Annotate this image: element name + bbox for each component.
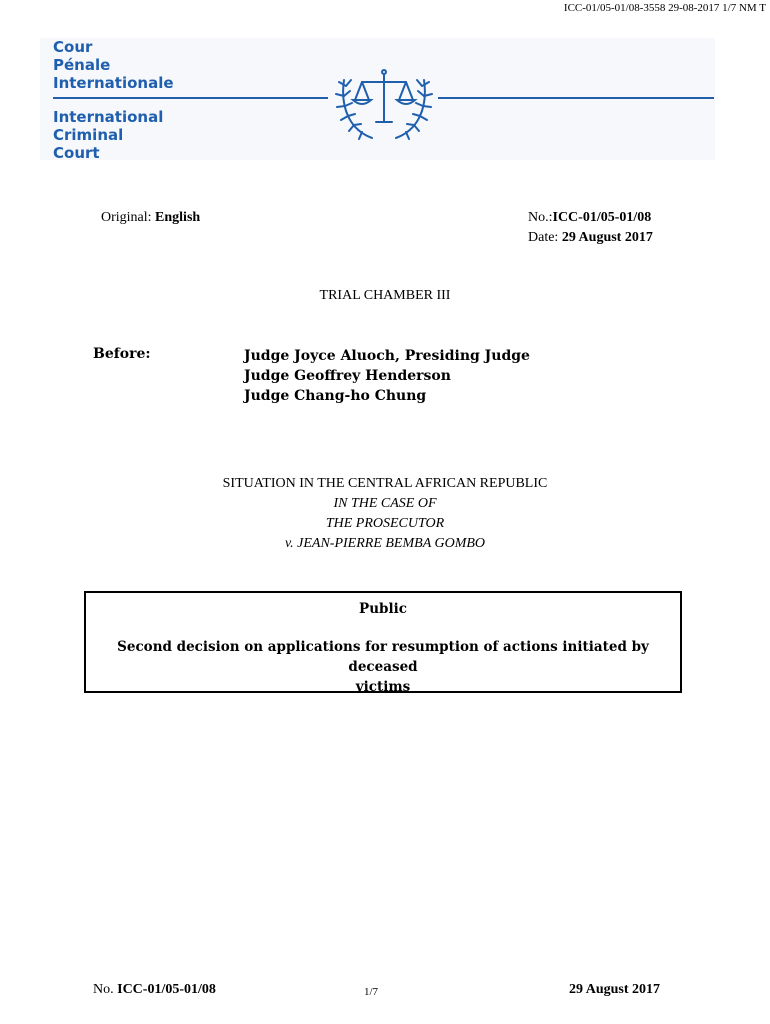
document-stamp: ICC-01/05-01/08-3558 29-08-2017 1/7 NM T — [563, 2, 766, 14]
accused-line — [0, 534, 770, 554]
court-name-fr-line: Cour — [53, 38, 93, 56]
court-name-en-line: International — [53, 108, 164, 126]
date-value: 29 August 2017 — [561, 230, 653, 245]
footer-no-prefix: No. — [93, 982, 114, 997]
footer-date: 29 August 2017 — [569, 982, 661, 997]
logo-divider-right — [438, 97, 714, 99]
decision-date — [528, 228, 653, 248]
logo-divider-left — [53, 97, 328, 99]
judge-name: Judge Geoffrey Henderson — [244, 368, 451, 384]
situation-title: SITUATION IN THE CENTRAL AFRICAN REPUBLIC — [222, 476, 548, 491]
before-label: Before: — [93, 346, 151, 362]
classification-box — [84, 591, 682, 693]
date-label: Date: — [528, 230, 559, 245]
decision-title — [86, 637, 680, 697]
footer-case-number — [93, 982, 216, 998]
case-number-label: No.: — [528, 210, 553, 225]
accused-name: JEAN-PIERRE BEMBA GOMBO — [297, 536, 486, 551]
prosecutor-line: THE PROSECUTOR — [325, 516, 445, 531]
case-of-line: IN THE CASE OF — [333, 496, 437, 511]
court-name-fr-line: Pénale — [53, 56, 111, 74]
court-name-en-line: Criminal — [53, 126, 124, 144]
decision-title-line: victims — [355, 679, 411, 695]
classification-level: Public — [359, 601, 407, 617]
court-name-french — [53, 38, 174, 92]
judge-name: Judge Chang-ho Chung — [244, 388, 427, 404]
court-name-english — [53, 108, 163, 162]
original-value: English — [155, 210, 201, 225]
versus-prefix: v. — [284, 536, 294, 551]
judges-list — [244, 346, 530, 406]
situation-block — [0, 474, 770, 554]
original-label: Original: — [101, 210, 152, 225]
judge-name: Judge Joyce Aluoch, Presiding Judge — [244, 348, 530, 364]
decision-title-line: Second decision on applications for resumption of actions initiated by deceased — [117, 639, 649, 675]
page-number: 1/7 — [364, 986, 379, 998]
footer-no-value: ICC-01/05-01/08 — [117, 982, 216, 997]
chamber-title: TRIAL CHAMBER III — [319, 288, 451, 303]
case-number-value: ICC-01/05-01/08 — [552, 210, 652, 225]
court-name-fr-line: Internationale — [53, 74, 174, 92]
court-name-en-line: Court — [53, 144, 100, 162]
case-number — [528, 208, 651, 228]
original-language — [101, 208, 200, 228]
scales-of-justice-laurel-icon — [332, 50, 436, 146]
